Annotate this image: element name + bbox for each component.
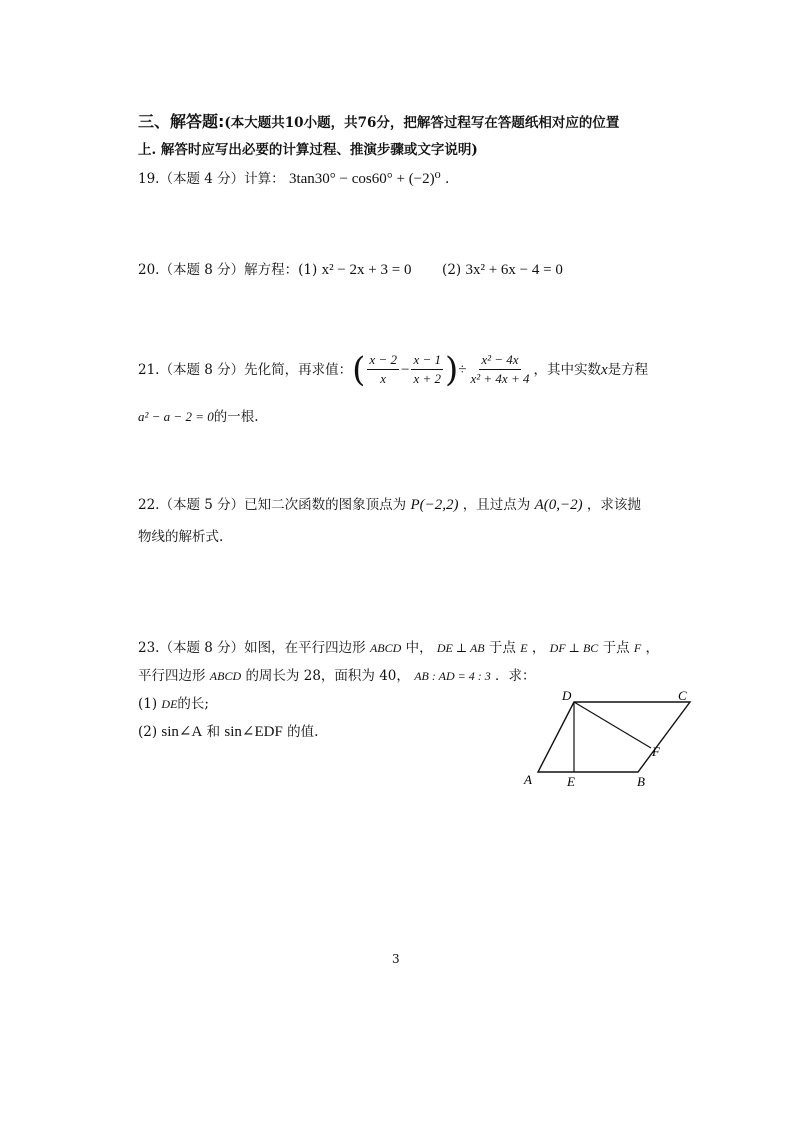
q23-point-e: E bbox=[520, 641, 528, 655]
q23-sub2-c: 的值. bbox=[287, 724, 319, 740]
q21-fraction-3-den: x² + 4x + 4 bbox=[470, 371, 530, 386]
q23-sub2-a: (2) bbox=[138, 724, 158, 740]
q21-fraction-3-num: x² − 4x bbox=[479, 352, 520, 370]
q23-line2-c: ．求： bbox=[495, 668, 536, 684]
q21-fraction-1-den: x bbox=[380, 371, 387, 386]
q21-var: x bbox=[600, 361, 608, 378]
parallelogram-svg bbox=[518, 686, 698, 796]
label-d: D bbox=[562, 688, 572, 703]
q22-mid: ，且过点为 bbox=[462, 497, 531, 513]
q22-tail: ，求该抛 bbox=[586, 497, 641, 513]
q22-vertex: P(−2,2) bbox=[410, 497, 459, 513]
q21-line2-equation: a² − a − 2 = 0 bbox=[138, 409, 214, 424]
question-19 bbox=[138, 169, 449, 189]
q23-mid3: 于点 bbox=[602, 640, 630, 656]
label-f: F bbox=[652, 744, 660, 759]
q22-point: A(0,−2) bbox=[534, 497, 583, 513]
q22-label: 22.（本题 5 分）已知二次函数的图象顶点为 bbox=[138, 497, 407, 513]
q23-line2-b: 的周长为 28，面积为 40， bbox=[245, 668, 410, 684]
q21-fraction-2-num: x − 1 bbox=[411, 352, 443, 370]
section-intro: (本大题共10小题，共76分，把解答过程写在答题纸相对应的位置 bbox=[224, 115, 620, 131]
q23-sub2-b: 和 bbox=[206, 724, 221, 740]
q23-end1: ， bbox=[645, 640, 660, 656]
q23-line2-abcd: ABCD bbox=[209, 669, 242, 683]
segment-df bbox=[574, 702, 651, 748]
q21-divide: ÷ bbox=[458, 361, 467, 378]
q19-label: 19.（本题 4 分）计算： bbox=[138, 171, 285, 187]
section-header bbox=[138, 112, 619, 133]
q19-end: . bbox=[444, 171, 450, 187]
q23-abcd: ABCD bbox=[369, 641, 402, 655]
q23-comma: ， bbox=[531, 640, 546, 656]
page-number: 3 bbox=[392, 952, 400, 966]
question-23 bbox=[138, 638, 659, 658]
question-23-line-2 bbox=[138, 666, 536, 686]
q23-sub2-sinA: sin∠A bbox=[161, 724, 203, 740]
section-intro-cont: 上. 解答时应写出必要的计算过程、推演步骤或文字说明) bbox=[138, 142, 478, 158]
q21-fraction-2 bbox=[411, 352, 443, 387]
q23-line2-a: 平行四边形 bbox=[138, 668, 206, 684]
label-e: E bbox=[567, 774, 575, 789]
q23-label: 23.（本题 8 分）如图，在平行四边形 bbox=[138, 640, 366, 656]
q23-mid2: 于点 bbox=[488, 640, 516, 656]
question-22-line-2: 物线的解析式. bbox=[138, 529, 224, 545]
q21-tail: ，其中实数 bbox=[533, 361, 601, 378]
parallelogram-abcd bbox=[538, 702, 690, 772]
q21-minus: − bbox=[400, 361, 410, 378]
q23-sub1-a: (1) bbox=[138, 696, 158, 712]
q23-sub1-b: 的长; bbox=[177, 696, 209, 712]
q20-equation-1: x² − 2x + 3 = 0 bbox=[321, 262, 412, 278]
q20-equation-2: 3x² + 6x − 4 = 0 bbox=[465, 262, 563, 278]
q23-ratio: AB : AD = 4 : 3 bbox=[414, 669, 491, 683]
question-21-line-2 bbox=[138, 407, 259, 427]
q23-point-f: F bbox=[633, 641, 642, 655]
q21-line2-text: 的一根. bbox=[213, 409, 259, 425]
q21-fraction-1 bbox=[367, 352, 399, 387]
q20-label: 20.（本题 8 分）解方程：(1) bbox=[138, 262, 318, 278]
question-23-sub-2 bbox=[138, 722, 318, 742]
question-20 bbox=[138, 260, 563, 280]
q21-fraction-1-num: x − 2 bbox=[367, 352, 399, 370]
label-c: C bbox=[678, 688, 687, 703]
q20-part-2: (2) bbox=[442, 262, 462, 278]
q21-fraction-2-den: x + 2 bbox=[413, 371, 441, 386]
question-23-sub-1 bbox=[138, 694, 209, 714]
q23-sub1-de: DE bbox=[161, 697, 178, 711]
q23-de-perp-ab: DE ⊥ AB bbox=[436, 641, 485, 655]
q23-sub2-sinEDF: sin∠EDF bbox=[224, 724, 283, 740]
question-21 bbox=[138, 349, 649, 390]
left-paren: ( bbox=[352, 349, 366, 390]
question-22 bbox=[138, 495, 641, 515]
q21-label: 21.（本题 8 分）先化简，再求值： bbox=[138, 361, 353, 378]
q23-mid1: 中， bbox=[405, 640, 433, 656]
label-b: B bbox=[637, 774, 645, 789]
q23-df-perp-bc: DF ⊥ BC bbox=[549, 641, 599, 655]
label-a: A bbox=[524, 772, 532, 787]
q21-tail-2: 是方程 bbox=[607, 361, 649, 378]
parallelogram-figure bbox=[518, 686, 698, 800]
section-title: 三、解答题: bbox=[138, 112, 225, 131]
right-paren: ) bbox=[444, 349, 459, 390]
q19-expression: 3tan30° − cos60° + (−2)⁰ bbox=[288, 171, 441, 187]
q21-fraction-3 bbox=[468, 352, 531, 387]
